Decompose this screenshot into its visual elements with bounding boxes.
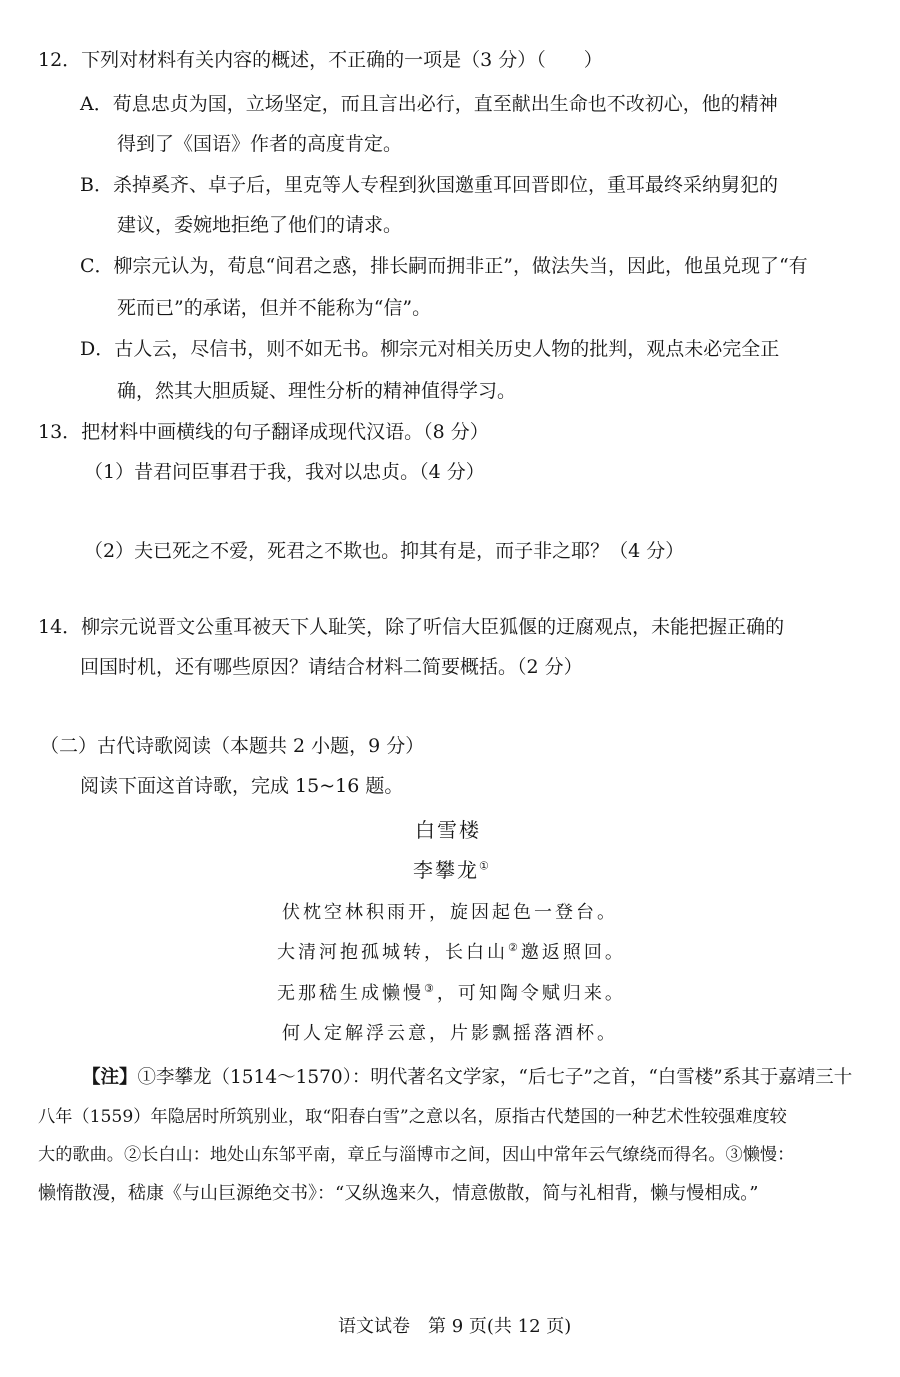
q12-stem: 12．下列对材料有关内容的概述，不正确的一项是（3 分）（ ） <box>38 49 603 71</box>
note-line-1 <box>82 1067 852 1089</box>
poem-title: 白雪楼 <box>415 818 481 842</box>
note-line-4: 懒惰散漫，嵇康《与山巨源绝交书》：“又纵逸来久，情意傲散，简与礼相背，懒与慢相成。” <box>38 1183 759 1204</box>
section-instruction: 阅读下面这首诗歌，完成 15~16 题。 <box>80 775 404 797</box>
footnote-mark-1: ① <box>479 859 491 873</box>
q13-sentence-1: （1）昔君问臣事君于我，我对以忠贞。（4 分） <box>84 461 485 483</box>
q12-option-b-line2: 建议，委婉地拒绝了他们的请求。 <box>117 214 403 236</box>
poem-line-2 <box>277 942 626 964</box>
q12-option-a-line2: 得到了《国语》作者的高度肯定。 <box>117 133 403 155</box>
poem-line-4: 何人定解浮云意，片影飘摇落酒杯。 <box>282 1023 618 1044</box>
q12-option-c-line1: C．柳宗元认为，荀息“间君之惑，排长嗣而拥非正”，做法失当，因此，他虽兑现了“有 <box>80 255 808 277</box>
poem-line-2-part2: 邀返照回。 <box>520 942 626 963</box>
q13-stem: 13．把材料中画横线的句子翻译成现代汉语。（8 分） <box>38 421 489 443</box>
q13-sentence-2: （2）夫已死之不爱，死君之不欺也。抑其有是，而子非之耶？（4 分） <box>84 540 685 562</box>
page-footer: 语文试卷 第 9 页(共 12 页) <box>338 1316 572 1337</box>
q14-line1: 14．柳宗元说晋文公重耳被天下人耻笑，除了听信大臣狐偃的迂腐观点，未能把握正确的 <box>38 616 785 638</box>
note-line-3: 大的歌曲。②长白山：地处山东邹平南，章丘与淄博市之间，因山中常年云气缭绕而得名。③懒慢： <box>38 1145 795 1165</box>
poem-author <box>413 858 491 882</box>
section-heading: （二）古代诗歌阅读（本题共 2 小题，9 分） <box>40 735 425 757</box>
note-line-1-text: ①李攀龙（1514～1570）：明代著名文学家，“后七子”之首，“白雪楼”系其于嘉靖三十 <box>137 1067 853 1088</box>
footnote-mark-2: ② <box>508 941 521 954</box>
q12-option-d-line2: 确，然其大胆质疑、理性分析的精神值得学习。 <box>117 380 517 402</box>
poem-line-3 <box>277 983 626 1005</box>
note-label: 【注】 <box>82 1067 138 1088</box>
q12-option-b-line1: B．杀掉奚齐、卓子后，里克等人专程到狄国邀重耳回晋即位，重耳最终采纳舅犯的 <box>80 174 778 196</box>
poem-line-2-part1: 大清河抱孤城转，长白山 <box>277 942 508 963</box>
q12-option-d-line1: D．古人云，尽信书，则不如无书。柳宗元对相关历史人物的批判，观点未必完全正 <box>80 338 780 360</box>
poem-author-name: 李攀龙 <box>413 858 479 882</box>
poem-line-3-part2: ，可知陶令赋归来。 <box>436 983 626 1004</box>
q14-line2: 回国时机，还有哪些原因？请结合材料二简要概括。（2 分） <box>80 656 583 678</box>
q12-option-a-line1: A．荀息忠贞为国，立场坚定，而且言出必行，直至献出生命也不改初心，他的精神 <box>80 93 778 115</box>
poem-line-3-part1: 无那嵇生成懒慢 <box>277 983 424 1004</box>
q12-option-c-line2: 死而已”的承诺，但并不能称为“信”。 <box>117 297 432 319</box>
note-line-2: 八年（1559）年隐居时所筑别业，取“阳春白雪”之意以名，原指古代楚国的一种艺术性较强难度较 <box>38 1107 787 1127</box>
footnote-mark-3: ③ <box>424 982 437 995</box>
poem-line-1: 伏枕空林积雨开，旋因起色一登台。 <box>282 902 618 923</box>
